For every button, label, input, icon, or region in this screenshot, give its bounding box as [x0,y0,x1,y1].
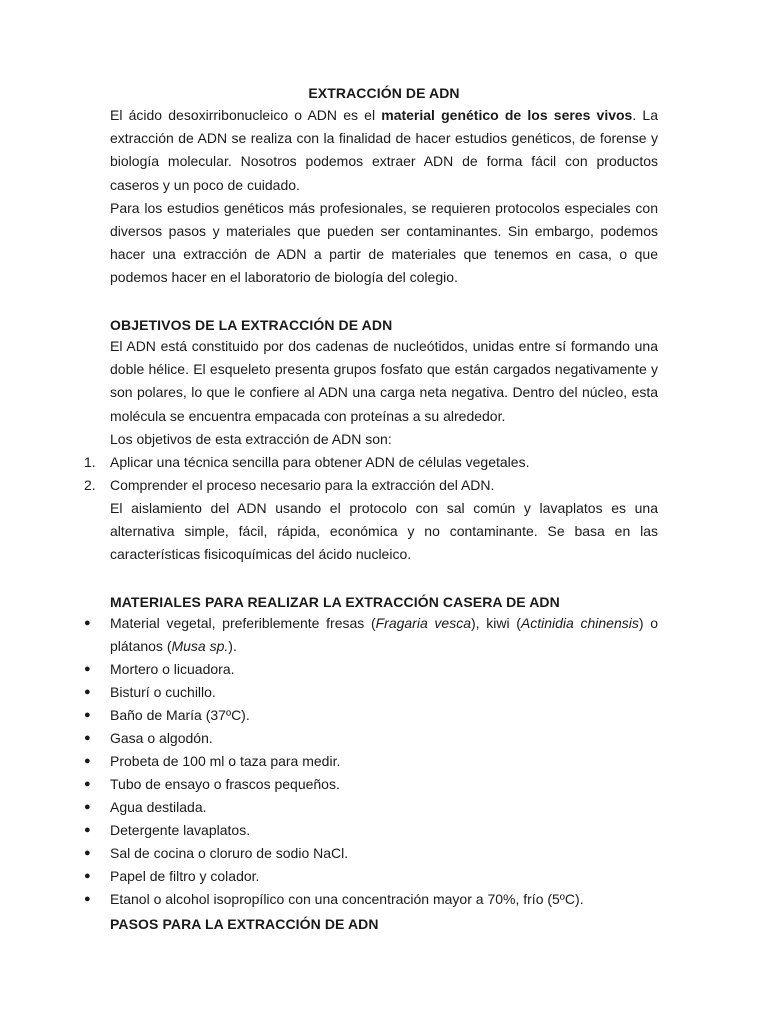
intro-text-start: El ácido desoxirribonucleico o ADN es el [110,107,382,123]
material-text: ). [228,638,237,655]
material-text: Material vegetal, preferiblemente fresas ( [110,615,376,631]
material-item [84,796,658,819]
material-item [84,819,658,842]
bullet-icon: ● [84,801,91,813]
material-item [84,704,658,727]
bullet-icon: ● [84,617,91,629]
material-item [84,773,658,796]
objectives-closing [110,497,658,567]
objectives-heading: OBJETIVOS DE LA EXTRACCIÓN DE ADN [110,317,393,333]
material-text: Gasa o algodón. [110,730,213,746]
species-name: Actinidia chinensis [520,615,639,631]
list-number: 2. [84,477,96,493]
intro-bold-phrase: material genético de los seres vivos [381,107,633,123]
material-text: Baño de María (37ºC). [110,707,250,723]
material-item [84,750,658,773]
material-item [84,888,658,911]
intro-paragraph-2: Para los estudios genéticos más profesionales, se requieren protocolos especiales con diversos pasos y materiales que pueden ser contaminantes. Sin embargo, podemos hacer una extracción de ADN a partir de materiales que tenemos en casa, o que podemos hacer en el laboratorio de biología del colegio. [110,199,658,286]
bullet-icon: ● [84,847,91,859]
material-item [84,658,658,681]
material-text: Detergente lavaplatos. [110,822,251,838]
bullet-icon: ● [84,778,91,790]
bullet-icon: ● [84,893,91,905]
material-text: ), kiwi ( [471,615,521,631]
material-text: Sal de cocina o cloruro de sodio NaCl. [110,845,349,861]
objectives-paragraph-3: El aislamiento del ADN usando el protocolo con sal común y lavaplatos es una alternativa simple, fácil, rápida, económica y no contaminante. Se basa en las características fisicoquímicas del ácido nucleico. [110,500,658,563]
material-text: Tubo de ensayo o frascos pequeños. [110,776,340,792]
intro-text-end: . La extracción de ADN se realiza con la finalidad de hacer estudios genéticos, de forense y biología molecular. Nosotros podemos extraer ADN de forma fácil con productos caseros y un poco de cuidado. [110,107,658,193]
bullet-icon: ● [84,709,91,721]
material-item-plant [84,612,659,658]
document-title: EXTRACCIÓN DE ADN [308,85,460,101]
species-name: Fragaria vesca [375,615,471,631]
bullet-icon: ● [84,870,91,882]
material-text: Bisturí o cuchillo. [110,684,216,700]
bullet-icon: ● [84,824,91,836]
material-item [84,681,658,704]
material-item [84,842,658,865]
objectives-paragraph-2: Los objetivos de esta extracción de ADN son: [110,430,392,447]
material-text: Agua destilada. [110,799,207,815]
objective-text: Comprender el proceso necesario para la extracción del ADN. [110,477,495,493]
material-text: Probeta de 100 ml o taza para medir. [110,753,341,769]
objectives-intro [110,335,658,451]
species-name: Musa sp. [171,638,229,655]
objective-item-1 [84,451,658,474]
objective-text: Aplicar una técnica sencilla para obtener ADN de células vegetales. [110,454,530,470]
bullet-icon: ● [84,663,91,675]
intro-paragraph-1 [110,104,658,197]
material-text: Etanol o alcohol isopropílico con una concentración mayor a 70%, frío (5ºC). [110,891,584,907]
list-number: 1. [84,454,96,470]
material-item [84,865,658,888]
bullet-icon: ● [84,732,91,744]
bullet-icon: ● [84,755,91,767]
bullet-icon: ● [84,686,91,698]
material-text: Mortero o licuadora. [110,661,235,677]
material-text: Papel de filtro y colador. [110,868,260,884]
steps-heading: PASOS PARA LA EXTRACCIÓN DE ADN [110,916,379,932]
material-text: ) o plátanos ( [110,615,659,655]
materials-heading: MATERIALES PARA REALIZAR LA EXTRACCIÓN CASERA DE ADN [110,594,560,610]
objectives-paragraph-1: El ADN está constituido por dos cadenas de nucleótidos, unidas entre sí formando una doble hélice. El esqueleto presenta grupos fosfato que están cargados negativamente y son polares, lo que le confiere al ADN una carga neta negativa. Dentro del núcleo, esta molécula se encuentra empacada con proteínas a su alrededor. [110,338,658,424]
objective-item-2 [84,474,658,497]
intro-section [110,104,658,290]
material-item [84,727,658,750]
